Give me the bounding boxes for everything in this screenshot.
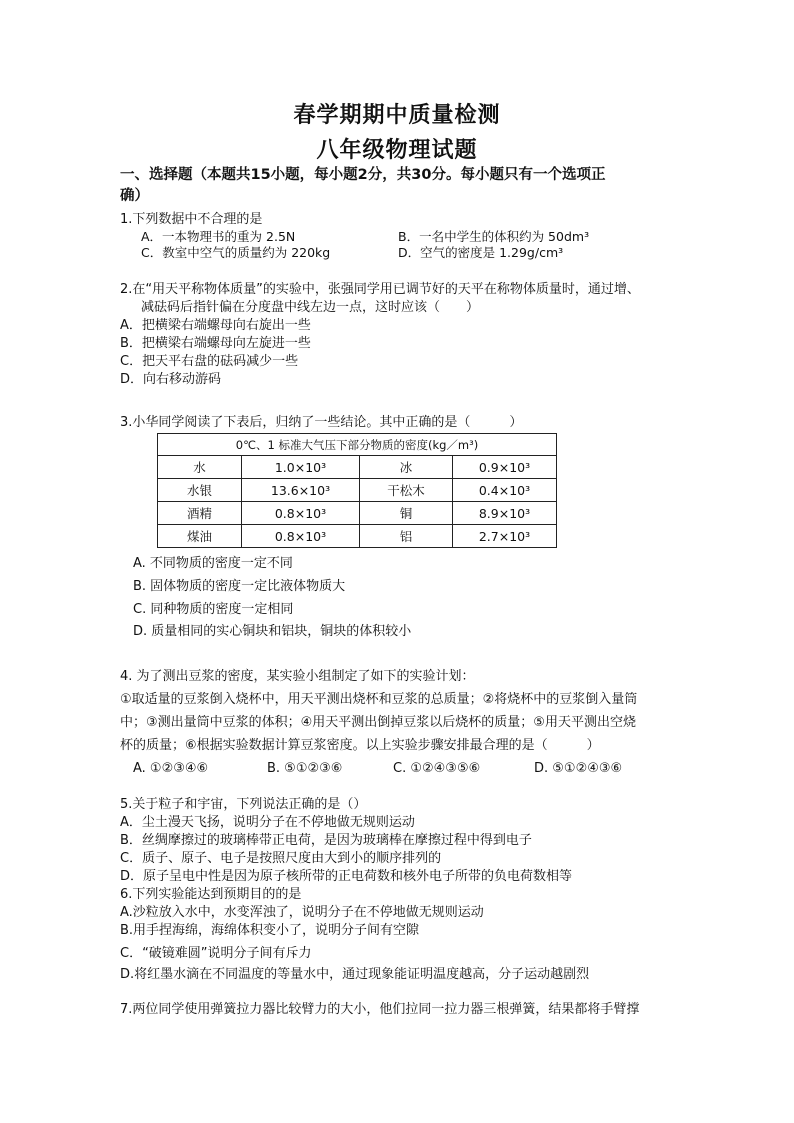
q6-option-b: B.用手捏海绵，海绵体积变小了，说明分子间有空隙 xyxy=(120,923,420,938)
table-cell: 1.0×10³ xyxy=(242,456,360,479)
q1-option-b: B．一名中学生的体积约为 50dm³ xyxy=(398,229,590,244)
q3-option-c: C. 同种物质的密度一定相同 xyxy=(133,602,294,617)
q5-stem: 5.关于粒子和宇宙，下列说法正确的是（） xyxy=(120,797,367,812)
table-cell: 铜 xyxy=(360,502,453,525)
density-table xyxy=(157,433,557,548)
q4-option-a: A. ①②③④⑥ xyxy=(133,761,209,776)
q3-option-b: B. 固体物质的密度一定比液体物质大 xyxy=(133,579,346,594)
q3-stem: 3.小华同学阅读了下表后，归纳了一些结论。其中正确的是（ ） xyxy=(120,415,523,430)
q2-option-a: A．把横梁右端螺母向右旋出一些 xyxy=(120,318,311,333)
q6-option-c: C．“破镜难圆”说明分子间有斥力 xyxy=(120,946,312,961)
q6-stem: 6.下列实验能达到预期目的的是 xyxy=(120,887,302,902)
q5-option-b: B．丝绸摩擦过的玻璃棒带正电荷，是因为玻璃棒在摩擦过程中得到电子 xyxy=(120,833,532,848)
table-cell: 0.8×10³ xyxy=(242,502,360,525)
q3-option-d: D. 质量相同的实心铜块和铝块，铜块的体积较小 xyxy=(133,624,412,639)
table-row xyxy=(158,479,557,502)
table-cell: 8.9×10³ xyxy=(453,502,557,525)
q1-stem: 1.下列数据中不合理的是 xyxy=(120,212,263,227)
table-cell: 0.4×10³ xyxy=(453,479,557,502)
q1-option-d: D．空气的密度是 1.29g/cm³ xyxy=(398,245,564,260)
q7-stem: 7.两位同学使用弹簧拉力器比较臂力的大小，他们拉同一拉力器三根弹簧，结果都将手臂撑 xyxy=(120,1002,640,1017)
table-cell: 2.7×10³ xyxy=(453,525,557,548)
q2-option-b: B．把横梁右端螺母向左旋进一些 xyxy=(120,336,311,351)
table-cell: 酒精 xyxy=(158,502,242,525)
table-row xyxy=(158,525,557,548)
q5-option-d: D．原子呈电中性是因为原子核所带的正电荷数和核外电子所带的负电荷数相等 xyxy=(120,869,573,884)
exam-subtitle: 八年级物理试题 xyxy=(316,137,478,163)
q3-option-a: A. 不同物质的密度一定不同 xyxy=(133,556,293,571)
table-caption: 0℃、1 标准大气压下部分物质的密度(kg／m³) xyxy=(158,434,557,456)
q4-option-d: D. ⑤①②④③⑥ xyxy=(534,761,623,776)
exam-title: 春学期期中质量检测 xyxy=(293,102,501,128)
q4-step-line-2: 中；③测出量筒中豆浆的体积；④用天平测出倒掉豆浆以后烧杯的质量；⑤用天平测出空烧 xyxy=(120,715,636,730)
q5-option-c: C．质子、原子、电子是按照尺度由大到小的顺序排列的 xyxy=(120,851,442,866)
table-row xyxy=(158,502,557,525)
q4-stem: 4. 为了测出豆浆的密度，某实验小组制定了如下的实验计划： xyxy=(120,669,475,684)
q1-option-a: A．一本物理书的重为 2.5N xyxy=(141,229,296,244)
table-cell: 铝 xyxy=(360,525,453,548)
table-cell: 冰 xyxy=(360,456,453,479)
q4-step-line-1: ①取适量的豆浆倒入烧杯中，用天平测出烧杯和豆浆的总质量；②将烧杯中的豆浆倒入量筒 xyxy=(120,692,638,707)
table-cell: 水 xyxy=(158,456,242,479)
table-row xyxy=(158,456,557,479)
table-cell: 0.9×10³ xyxy=(453,456,557,479)
section-heading-cont: 确） xyxy=(120,188,149,204)
q2-option-d: D．向右移动游码 xyxy=(120,372,222,387)
table-caption-row xyxy=(158,434,557,456)
q2-stem-cont: 减砝码后指针偏在分度盘中线左边一点，这时应该（ ） xyxy=(141,300,480,315)
section-heading: 一、选择题（本题共15小题，每小题2分，共30分。每小题只有一个选项正 xyxy=(120,167,606,183)
q5-option-a: A．尘土漫天飞扬，说明分子在不停地做无规则运动 xyxy=(120,815,415,830)
q6-option-d: D.将红墨水滴在不同温度的等量水中，通过现象能证明温度越高，分子运动越剧烈 xyxy=(120,967,590,982)
q2-stem: 2.在“用天平称物体质量”的实验中，张强同学用已调节好的天平在称物体质量时，通过增、 xyxy=(120,282,640,297)
table-cell: 煤油 xyxy=(158,525,242,548)
q2-option-c: C．把天平右盘的砝码减少一些 xyxy=(120,354,299,369)
q4-option-c: C. ①②④③⑤⑥ xyxy=(393,761,481,776)
q4-option-b: B. ⑤①②③⑥ xyxy=(267,761,343,776)
table-cell: 0.8×10³ xyxy=(242,525,360,548)
q1-option-c: C．教室中空气的质量约为 220kg xyxy=(141,245,331,260)
q4-step-line-3: 杯的质量；⑥根据实验数据计算豆浆密度。以上实验步骤安排最合理的是（ ） xyxy=(120,738,600,753)
table-cell: 13.6×10³ xyxy=(242,479,360,502)
table-cell: 干松木 xyxy=(360,479,453,502)
q6-option-a: A.沙粒放入水中，水变浑浊了，说明分子在不停地做无规则运动 xyxy=(120,905,484,920)
table-cell: 水银 xyxy=(158,479,242,502)
